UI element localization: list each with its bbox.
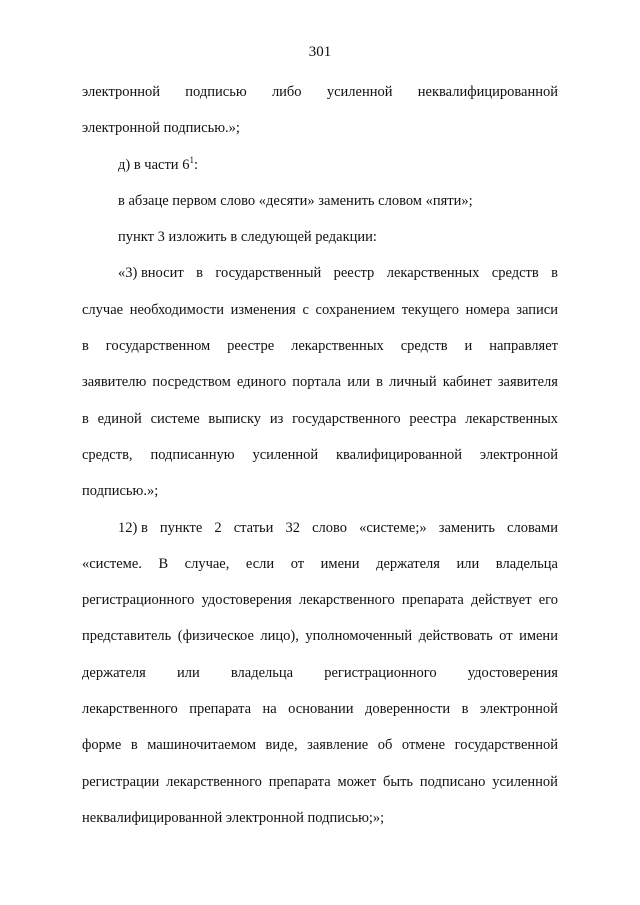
word: виде, <box>265 737 298 754</box>
word: подписью <box>185 84 247 100</box>
word: государственного <box>292 410 401 427</box>
word: статьи <box>233 519 274 536</box>
word: реестра <box>409 410 457 427</box>
word: «3) вносит <box>118 265 184 282</box>
word: усиленной <box>326 84 393 100</box>
word: электронной <box>479 446 558 463</box>
document-body <box>82 74 558 836</box>
word: может <box>337 773 377 790</box>
word: квалифицированной <box>335 446 463 463</box>
word: представитель <box>82 628 172 645</box>
word: пункте <box>159 519 203 536</box>
text-line-8 <box>82 328 558 364</box>
word: кабинет <box>442 374 492 391</box>
word: удостоверения <box>467 664 558 681</box>
word: с <box>302 301 309 318</box>
word: на <box>262 701 277 718</box>
text-line-5: пункт 3 изложить в следующей редакции: <box>118 229 377 246</box>
word: заявление <box>307 737 369 754</box>
word: либо <box>271 84 302 100</box>
text-line-2: электронной подписью.»; <box>82 120 240 137</box>
word: отмене <box>401 737 446 754</box>
word: В <box>158 555 169 572</box>
word: в <box>196 265 203 282</box>
word: случае <box>82 301 124 318</box>
word: 32 <box>285 519 301 536</box>
word: имени <box>519 628 558 645</box>
word: лекарственного <box>298 592 395 609</box>
word: 12) в <box>118 519 148 536</box>
word: в <box>376 374 383 391</box>
text-line-1 <box>82 74 558 110</box>
word: лекарственных <box>291 338 384 355</box>
text-line-16 <box>82 618 558 654</box>
word: об <box>377 737 393 754</box>
text-line-21: неквалифицированной электронной подписью;»; <box>82 809 385 826</box>
word: владельца <box>495 555 558 572</box>
word: посредством <box>152 374 231 391</box>
word: лекарственного <box>166 773 262 790</box>
text-line-9 <box>82 364 558 400</box>
word: необходимости <box>129 301 224 318</box>
word: подписано <box>419 773 486 790</box>
word: или <box>456 555 480 572</box>
word: регистрационного <box>82 592 195 609</box>
word: его <box>538 592 558 609</box>
word: 2 <box>214 519 222 536</box>
word: государственном <box>105 338 211 355</box>
word: «системе. <box>82 555 142 572</box>
text-line-13 <box>82 510 558 546</box>
word: владельца <box>230 664 294 681</box>
word: сохранением <box>315 301 396 318</box>
word: держателя <box>82 664 146 681</box>
word: средств <box>400 338 448 355</box>
word: единой <box>97 410 142 427</box>
word: усиленной <box>252 446 319 463</box>
word: и <box>464 338 473 355</box>
word: имени <box>320 555 360 572</box>
word: единого <box>236 374 287 391</box>
word: лекарственных <box>386 265 480 282</box>
word: электронной <box>82 84 161 100</box>
word: лицо), <box>260 628 299 645</box>
text-line-14 <box>82 546 558 582</box>
word: доверенности <box>365 701 451 718</box>
word: случае, <box>184 555 230 572</box>
word: или <box>347 374 370 391</box>
text-line-3 <box>82 147 558 183</box>
page-number: 301 <box>308 44 332 60</box>
text-line-4: в абзаце первом слово «десяти» заменить словом «пяти»; <box>118 192 473 209</box>
word: в <box>82 410 89 427</box>
text-line-3-main: д) в части 6 <box>118 156 190 173</box>
word: от <box>290 555 305 572</box>
word: уполномоченный <box>305 628 413 645</box>
word: «системе;» <box>359 519 427 536</box>
word: (физическое <box>177 628 254 645</box>
word: текущего <box>401 301 460 318</box>
word: форме <box>82 737 122 754</box>
text-line-18 <box>82 691 558 727</box>
text-line-20 <box>82 764 558 800</box>
word: препарата <box>401 592 464 609</box>
word: системе <box>150 410 200 427</box>
word: заменить <box>438 519 495 536</box>
word: средств <box>491 265 539 282</box>
word: лекарственных <box>465 410 558 427</box>
word: от <box>499 628 513 645</box>
word: в <box>551 265 558 282</box>
text-line-7 <box>82 292 558 328</box>
word: государственный <box>215 265 322 282</box>
word: регистрации <box>82 773 160 790</box>
word: лекарственного <box>82 701 178 718</box>
word: номера <box>465 301 510 318</box>
word: личный <box>389 374 437 391</box>
text-line-15 <box>82 582 558 618</box>
word: или <box>176 664 200 681</box>
text-line-3-tail: : <box>193 156 198 173</box>
word: усиленной <box>492 773 558 790</box>
text-line-12: подписью.»; <box>82 483 159 500</box>
word: выписку <box>208 410 262 427</box>
text-line-11 <box>82 437 558 473</box>
word: держателя <box>376 555 440 572</box>
word: подписанную <box>150 446 235 463</box>
word: быть <box>382 773 414 790</box>
word: заявителю <box>82 374 147 391</box>
word: заявителя <box>497 374 558 391</box>
word: из <box>269 410 284 427</box>
word: препарата <box>268 773 331 790</box>
word: удостоверения <box>201 592 292 609</box>
text-line-17 <box>82 655 558 691</box>
word: в <box>130 737 138 754</box>
word: реестре <box>227 338 275 355</box>
word: средств, <box>82 446 133 463</box>
word: словами <box>507 519 558 536</box>
text-line-10 <box>82 401 558 437</box>
word: препарата <box>189 701 252 718</box>
word: записи <box>516 301 558 318</box>
word: действует <box>471 592 532 609</box>
word: государственной <box>454 737 558 754</box>
word: реестр <box>333 265 375 282</box>
text-line-19 <box>82 727 558 763</box>
word: направляет <box>489 338 558 355</box>
word: если <box>245 555 275 572</box>
text-line-6 <box>82 255 558 291</box>
word: слово <box>312 519 348 536</box>
word: в <box>461 701 469 718</box>
word: регистрационного <box>324 664 437 681</box>
word: действовать <box>418 628 493 645</box>
word: машиночитаемом <box>147 737 257 754</box>
word: изменения <box>230 301 296 318</box>
word: электронной <box>479 701 558 718</box>
word: портала <box>292 374 342 391</box>
word: неквалифицированной <box>417 84 558 100</box>
word: в <box>82 338 89 355</box>
text-line-3-superscript: 1 <box>189 154 194 165</box>
word: основании <box>288 701 354 718</box>
